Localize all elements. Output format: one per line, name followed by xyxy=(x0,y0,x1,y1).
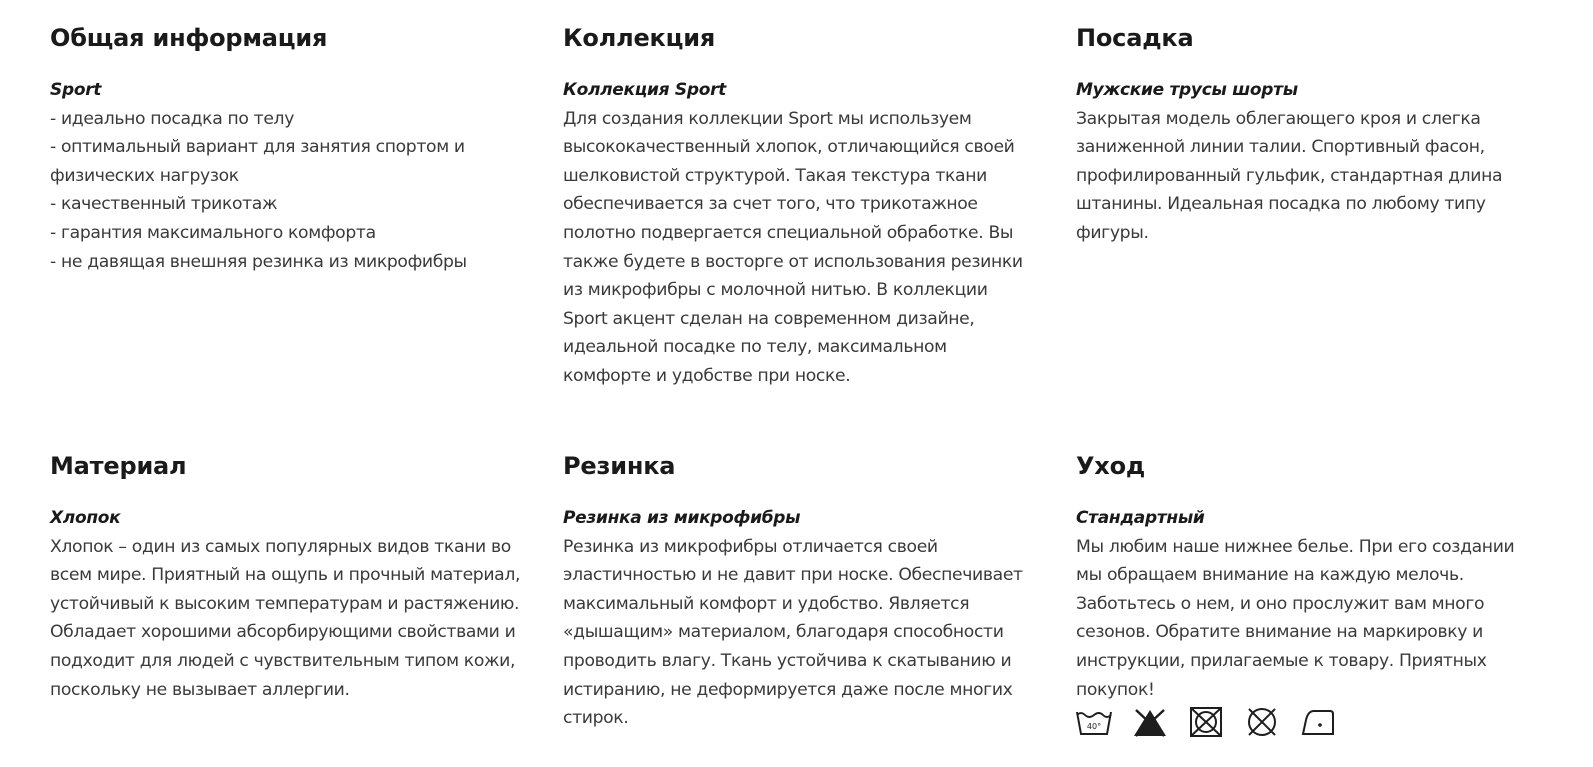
waistband-description: Резинка из микрофибры отличается своей эластичностью и не давит при носке. Обеспечивает максимальный комфорт и удобство. Является «дышащим» материалом, благодаря способности проводить влагу. Ткань устойчива к скатыванию и истиранию, не деформируется даже после многих стирок. xyxy=(563,536,1023,729)
fit-title: Посадка xyxy=(1076,24,1194,52)
material-description: Хлопок – один из самых популярных видов ткани во всем мире. Приятный на ощупь и прочный материал, устойчивый к высоким температурам и растяжению. Обладает хорошими абсорбирующими свойствами и подходит для людей с чувствительным типом кожи, поскольку не вызывает аллергии. xyxy=(50,536,521,700)
waistband-section xyxy=(563,452,1038,733)
collection-description: Для создания коллекции Sport мы используем высококачественный хлопок, отличающийся своей шелковистой структурой. Такая текстура ткани обеспечивается за счет того, что трикотажное полотно подвергается специальной обработке. Вы также будете в восторге от использования резинки из микрофибры с молочной нитью. В коллекции Sport акцент сделан на современном дизайне, идеальной посадке по телу, максимальном комфорте и удобстве при носке. xyxy=(563,108,1023,386)
do-not-bleach-icon xyxy=(1132,706,1168,738)
fit-subtitle: Мужские трусы шорты xyxy=(1076,80,1298,100)
collection-section xyxy=(563,24,1033,391)
general-info-subtitle: Sport xyxy=(50,80,102,100)
care-section xyxy=(1076,452,1531,738)
general-info-title: Общая информация xyxy=(50,24,328,52)
care-icons xyxy=(1076,706,1531,738)
material-section xyxy=(50,452,530,704)
general-info-section xyxy=(50,24,530,276)
fit-description: Закрытая модель облегающего кроя и слегка заниженной линии талии. Спортивный фасон, профилированный гульфик, стандартная длина штанины. Идеальная посадка по любому типу фигуры. xyxy=(1076,108,1503,243)
general-info-list xyxy=(50,105,530,277)
material-title: Материал xyxy=(50,452,187,480)
collection-subtitle: Коллекция Sport xyxy=(563,80,726,100)
iron-low-icon xyxy=(1300,706,1336,738)
collection-title: Коллекция xyxy=(563,24,716,52)
wash-40-icon xyxy=(1076,706,1112,738)
do-not-tumble-dry-icon xyxy=(1188,706,1224,738)
care-subtitle: Стандартный xyxy=(1076,508,1205,528)
care-description: Мы любим наше нижнее белье. При его создании мы обращаем внимание на каждую мелочь. Заботьтесь о нем, и оно прослужит вам много сезонов. Обратите внимание на маркировку и инструкции, прилагаемые к товару. Приятных покупок! xyxy=(1076,536,1515,700)
list-item: - гарантия максимального комфорта xyxy=(50,219,530,248)
do-not-dry-clean-icon xyxy=(1244,706,1280,738)
list-item: - качественный трикотаж xyxy=(50,190,530,219)
material-subtitle: Хлопок xyxy=(50,508,121,528)
list-item: - не давящая внешняя резинка из микрофибры xyxy=(50,248,530,277)
waistband-subtitle: Резинка из микрофибры xyxy=(563,508,801,528)
wash-temperature-label: 40° xyxy=(1086,722,1102,732)
waistband-title: Резинка xyxy=(563,452,676,480)
care-title: Уход xyxy=(1076,452,1146,480)
list-item: - идеально посадка по телу xyxy=(50,105,530,134)
fit-section xyxy=(1076,24,1516,248)
list-item: - оптимальный вариант для занятия спортом и физических нагрузок xyxy=(50,133,530,190)
